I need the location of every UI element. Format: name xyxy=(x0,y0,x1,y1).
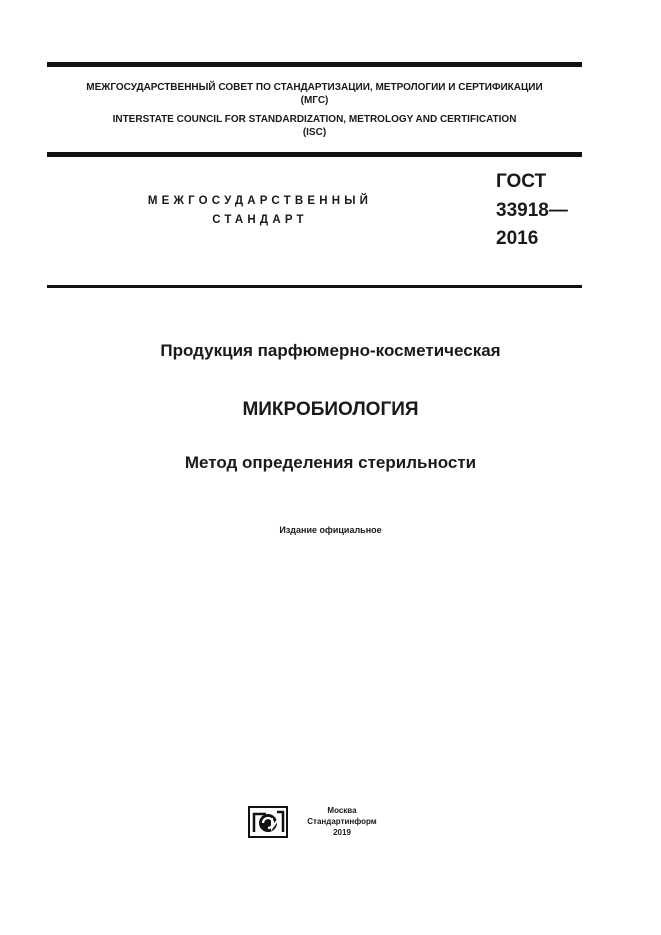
standartinform-logo-icon xyxy=(248,806,288,838)
gost-year: 2016 xyxy=(496,228,539,249)
edition-note: Издание официальное xyxy=(279,525,382,535)
middle-rule xyxy=(47,152,582,157)
top-rule xyxy=(47,62,582,67)
gost-number: 33918— xyxy=(496,200,568,221)
publisher-name: Стандартинформ xyxy=(307,817,377,826)
document-subtitle: Метод определения стерильности xyxy=(184,453,477,472)
council-ru-line2: (МГС) xyxy=(300,95,329,106)
document-title: МИКРОБИОЛОГИЯ xyxy=(242,399,419,420)
publication-year: 2019 xyxy=(333,828,351,837)
council-ru-line1: МЕЖГОСУДАРСТВЕННЫЙ СОВЕТ ПО СТАНДАРТИЗАЦИИ, МЕТРОЛОГИИ И СЕРТИФИКАЦИИ xyxy=(86,82,543,93)
publisher-city: Москва xyxy=(327,806,357,815)
standard-kind-line2: СТАНДАРТ xyxy=(212,214,308,226)
council-en-line1: INTERSTATE COUNCIL FOR STANDARDIZATION, METROLOGY AND CERTIFICATION xyxy=(112,114,517,125)
council-name-en xyxy=(47,113,582,139)
document-subject: Продукция парфюмерно-косметическая xyxy=(160,341,501,360)
standard-kind-line1: МЕЖГОСУДАРСТВЕННЫЙ xyxy=(147,195,373,207)
council-name-ru xyxy=(47,81,582,107)
gost-label: ГОСТ xyxy=(496,171,547,192)
council-en-line2: (ISC) xyxy=(302,127,327,138)
bottom-rule xyxy=(47,285,582,288)
